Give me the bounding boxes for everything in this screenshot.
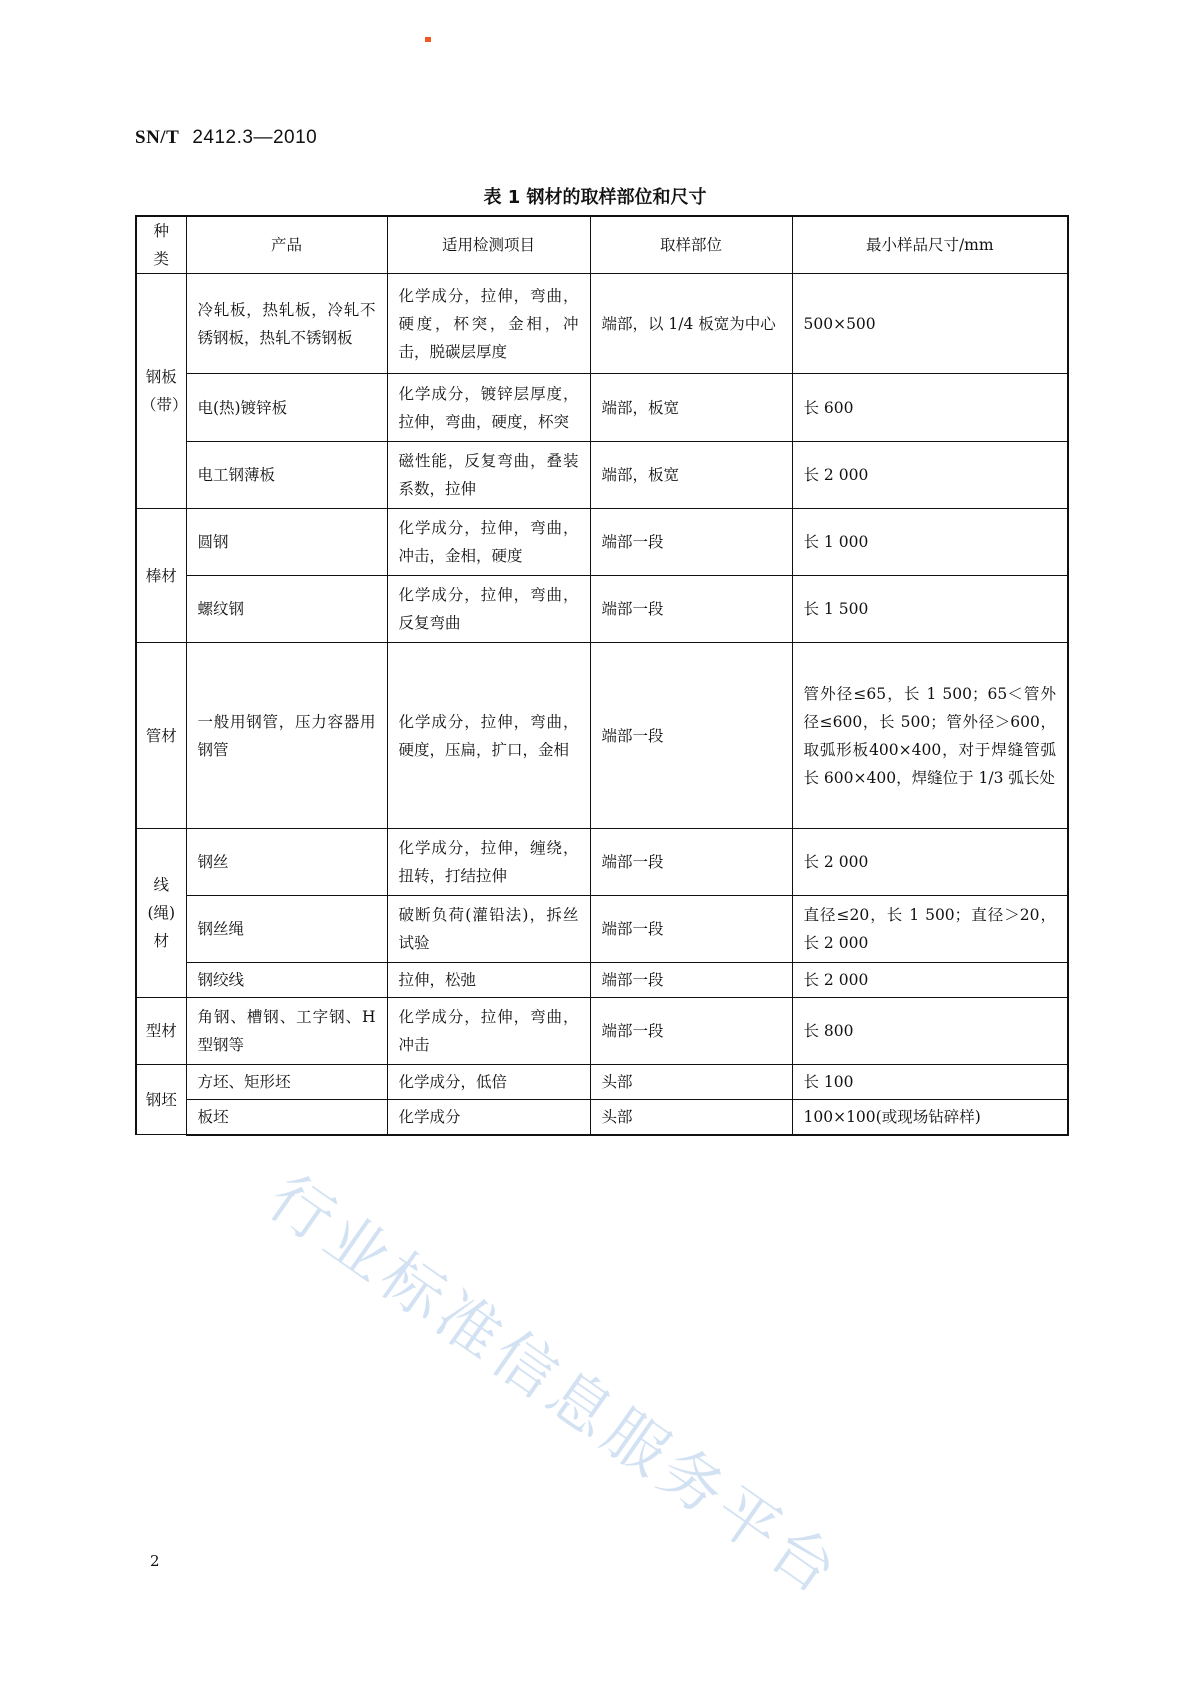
location-cell: 端部一段 [590,963,792,998]
location-cell: 头部 [590,1100,792,1135]
tests-cell: 化学成分，拉伸，弯曲，反复弯曲 [387,576,590,643]
table-row [136,576,1068,643]
product-cell: 电工钢薄板 [186,442,387,509]
size-cell: 管外径≤65，长 1 500；65＜管外径≤600，长 500；管外径＞600，取弧形板400×400，对于焊缝管弧长 600×400，焊缝位于 1/3 弧长处 [792,643,1068,829]
location-cell: 端部一段 [590,576,792,643]
tests-cell: 化学成分，拉伸，弯曲，冲击 [387,998,590,1065]
watermark: 行业标准信息服务平台 [255,1160,855,1611]
table-row [136,829,1068,896]
location-cell: 端部，板宽 [590,374,792,442]
table-row [136,442,1068,509]
product-cell: 板坯 [186,1100,387,1135]
tests-cell: 拉伸，松弛 [387,963,590,998]
table-row [136,963,1068,998]
category-cell: 线(绳)材 [136,829,186,998]
location-cell: 头部 [590,1065,792,1100]
standard-prefix: SN/T [135,127,180,148]
table-row [136,998,1068,1065]
tests-cell: 磁性能，反复弯曲，叠装系数，拉伸 [387,442,590,509]
location-cell: 端部一段 [590,509,792,576]
tests-cell: 破断负荷(灌铅法)，拆丝试验 [387,896,590,963]
header-product: 产品 [186,216,387,274]
size-cell: 长 800 [792,998,1068,1065]
product-cell: 冷轧板，热轧板，冷轧不锈钢板，热轧不锈钢板 [186,274,387,374]
table-row [136,1100,1068,1135]
category-cell: 管材 [136,643,186,829]
header-tests: 适用检测项目 [387,216,590,274]
table-row [136,509,1068,576]
product-cell: 钢丝绳 [186,896,387,963]
product-cell: 钢丝 [186,829,387,896]
product-cell: 角钢、槽钢、工字钢、H 型钢等 [186,998,387,1065]
header-location: 取样部位 [590,216,792,274]
location-cell: 端部一段 [590,896,792,963]
size-cell: 500×500 [792,274,1068,374]
tests-cell: 化学成分，拉伸，弯曲，硬度，杯突，金相，冲击，脱碳层厚度 [387,274,590,374]
table-title: 表 1 钢材的取样部位和尺寸 [483,187,707,208]
page-number: 2 [150,1552,160,1570]
tests-cell: 化学成分，拉伸，弯曲，硬度，压扁，扩口，金相 [387,643,590,829]
product-cell: 圆钢 [186,509,387,576]
location-cell: 端部，板宽 [590,442,792,509]
category-cell: 钢坯 [136,1065,186,1135]
table-row [136,274,1068,374]
size-cell: 长 2 000 [792,963,1068,998]
tests-cell: 化学成分，拉伸，缠绕，扭转，打结拉伸 [387,829,590,896]
tests-cell: 化学成分，低倍 [387,1065,590,1100]
product-cell: 方坯、矩形坯 [186,1065,387,1100]
product-cell: 电(热)镀锌板 [186,374,387,442]
table-row [136,1065,1068,1100]
size-cell: 长 2 000 [792,442,1068,509]
tests-cell: 化学成分，拉伸，弯曲，冲击，金相，硬度 [387,509,590,576]
size-cell: 长 1 500 [792,576,1068,643]
category-cell: 型材 [136,998,186,1065]
tests-cell: 化学成分 [387,1100,590,1135]
standard-number: 2412.3—2010 [192,127,318,148]
sampling-table [135,215,1069,1136]
table-row [136,896,1068,963]
tests-cell: 化学成分，镀锌层厚度，拉伸，弯曲，硬度，杯突 [387,374,590,442]
header-size: 最小样品尺寸/mm [792,216,1068,274]
product-cell: 钢绞线 [186,963,387,998]
corner-mark [425,37,431,42]
standard-code [135,126,317,149]
size-cell: 100×100(或现场钻碎样) [792,1100,1068,1135]
product-cell: 一般用钢管，压力容器用钢管 [186,643,387,829]
size-cell: 直径≤20，长 1 500；直径＞20，长 2 000 [792,896,1068,963]
table-header-row [136,216,1068,274]
header-category: 种类 [136,216,186,274]
table-row [136,643,1068,829]
size-cell: 长 600 [792,374,1068,442]
size-cell: 长 2 000 [792,829,1068,896]
location-cell: 端部，以 1/4 板宽为中心 [590,274,792,374]
size-cell: 长 1 000 [792,509,1068,576]
category-cell: 棒材 [136,509,186,643]
location-cell: 端部一段 [590,829,792,896]
location-cell: 端部一段 [590,643,792,829]
product-cell: 螺纹钢 [186,576,387,643]
table-row [136,374,1068,442]
size-cell: 长 100 [792,1065,1068,1100]
category-cell: 钢板（带） [136,274,186,509]
location-cell: 端部一段 [590,998,792,1065]
